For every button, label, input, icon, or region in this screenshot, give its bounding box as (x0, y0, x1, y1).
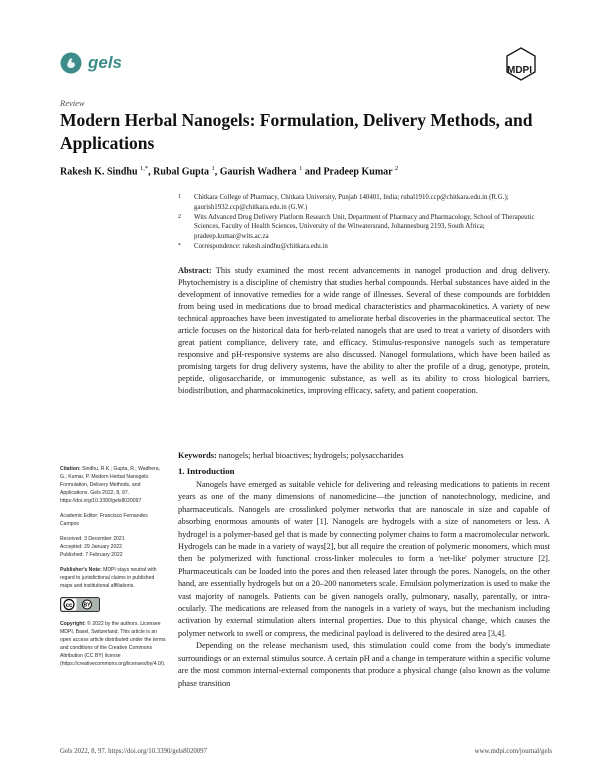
article-title: Modern Herbal Nanogels: Formulation, Delivery Methods, and Applications (60, 110, 533, 153)
introduction-body (178, 479, 550, 690)
affiliation-item: 1 Chitkara College of Pharmacy, Chitkara University, Punjab 140401, India; rubal1910.ccp@chitkara.edu.in (R.G.); gaurish1932.ccp@chitkara.edu.in (G.W.) (178, 194, 509, 211)
cc-by-license-icon[interactable] (60, 597, 100, 612)
svg-text:cc: cc (65, 602, 73, 609)
abstract-label: Abstract: (178, 266, 212, 275)
keywords (178, 451, 550, 460)
footer-journal-url[interactable]: www.mdpi.com/journal/gels (474, 748, 552, 755)
footer-citation[interactable]: Gels 2022, 8, 97. https://doi.org/10.3390/gels8020097 (60, 748, 207, 755)
author-affil-mark: 1 (299, 165, 303, 172)
keywords-label: Keywords: (178, 451, 217, 460)
received-date: Received: 3 December 2021 (60, 536, 125, 542)
author-affil-mark: 1,* (140, 165, 149, 172)
affiliations (178, 193, 550, 252)
dates (60, 535, 168, 559)
abstract (178, 265, 550, 397)
gels-droplet-icon (60, 52, 82, 74)
author-affil-mark: 2 (394, 165, 399, 172)
citation: Citation: Sindhu, R.K.; Gupta, R.; Wadhera, G.; Kumar, P. Modern Herbal Nanogels: Formulation, Delivery Methods, and Applications. Gels 2022, 8, 97. https://doi.org/10.3390/gels8020097 (60, 466, 161, 504)
author-list: Rakesh K. Sindhu $^{1,*}$, Rubal Gupta $^1$, Gaurish Wadhera $^1$ and Pradeep Kumar $^2$ (60, 165, 399, 178)
copyright: Copyright: © 2022 by the authors. Licensee MDPI, Basel, Switzerland. This article is an open access article distributed under the terms and conditions of the Creative Commons Attribution (CC BY) license (https://creativecommons.org/licenses/by/4.0/). (60, 621, 166, 667)
article-type: Review (60, 98, 85, 108)
section-heading: 1. Introduction (178, 466, 235, 476)
publisher-name[interactable]: MDPI (507, 65, 532, 76)
author-name[interactable]: Rakesh K. Sindhu (60, 166, 138, 178)
keywords-text: nanogels; herbal bioactives; hydrogels; polysaccharides (218, 451, 404, 460)
author-name[interactable]: Pradeep Kumar (323, 166, 393, 178)
svg-text:BY: BY (83, 602, 91, 609)
abstract-text: This study examined the most recent advancements in nanogel production and drug delivery. Phytochemistry is a discipline of chemistry that studies herbal compounds. Herbal substances have aided in the development of innovative remedies for a wide range of illnesses. Several of these compounds are forbidden from being used in medications due to broad medical characteristics and pharmacokinetics. A variety of new technical approaches have been investigated to ameliorate herbal discoveries in the pharmaceutical sector. The article focuses on the historical data for herb-related nanogels that are used to treat a variety of disorders with great patient compliance, delivery rate, and efficacy. Stimulus-responsive nanogels such as temperature responsive and pH-responsive systems are also discussed. Nanogel formulations, which have been hailed as promising targets for drug delivery systems, have the ability to alter the profile of a drug, genotype, protein, peptide, oligosaccharide, or immunogenic substance, as well as its ability to cross biological barriers, biodistribution, and pharmacokinetics, improving efficacy, safety, and patient cooperation. (178, 266, 550, 395)
accepted-date: Accepted: 29 January 2022 (60, 544, 123, 550)
author-affil-mark: 1 (211, 165, 215, 172)
paragraph: Nanogels have emerged as suitable vehicle for delivering and releasing medications to patients in recent years as one of the many dimensions of nanomedicine—the junction of nanotechnology, medicine, and pharmaceuticals. Nanogels are crosslinked polymer networks that are nanoscale in size and capable of absorbing enormous amounts of water [1]. Nanogels are hydrogels with a size of nanometers or less. A hydrogel is a polymer-based gel that is made by connecting polymer chains to form a macromolecular network. Hydrogels can be made in a variety of ways[2], but all require the creation of polymeric monomers, which must then be polymerized with functional cross-linker molecules to form a 'net-like' polymer structure [2]. Pharmaceuticals can be loaded into the pores and then released later through the pores. Nanogels, on the other hand, are essentially hydrogels but on a 20–200 nanometers scale. Emulsion polymerization is used to make the vast majority of nanogels. Patients can be given nanogels orally, pulmonary, nasally, parentally, or intra-ocularly. The medications are released from the nanogels in a variety of ways, but the mechanism including activation by external stimulation alters internal properties. Due to this physical change, which causes the polymer network to swell or compress, the medicinal payload is delivered to the desired area [3,4]. (178, 480, 550, 638)
publisher-note: Publisher's Note: MDPI stays neutral with regard to jurisdictional claims in published maps and institutional affiliations. (60, 567, 157, 589)
published-date: Published: 7 February 2022 (60, 552, 123, 558)
paragraph: Depending on the release mechanism used, this stimulation could come from the body's immediate surroundings or an external stimulus source. A certain pH and a change in temperature within a specific volume are the most common internal-external components that produce a physical change (also known as the volume phase transition (178, 641, 550, 688)
affiliation-item: 2 Wits Advanced Drug Delivery Platform Research Unit, Department of Pharmacy and Pharmacology, School of Therapeutic Sciences, Faculty of Health Sciences, University of the Witwatersrand, Johannesburg 2193, South Africa; pradeep.kumar@wits.ac.za (178, 213, 535, 241)
journal-name[interactable]: gels (88, 53, 123, 72)
author-name[interactable]: Rubal Gupta (153, 166, 210, 178)
sidebar-metadata (60, 465, 168, 675)
academic-editor: Academic Editor: Francisco Fernandes Campos (60, 513, 148, 527)
correspondence: * Correspondence: rakesh.sindhu@chitkara.edu.in (178, 242, 328, 250)
author-name[interactable]: Gaurish Wadhera (219, 166, 297, 178)
